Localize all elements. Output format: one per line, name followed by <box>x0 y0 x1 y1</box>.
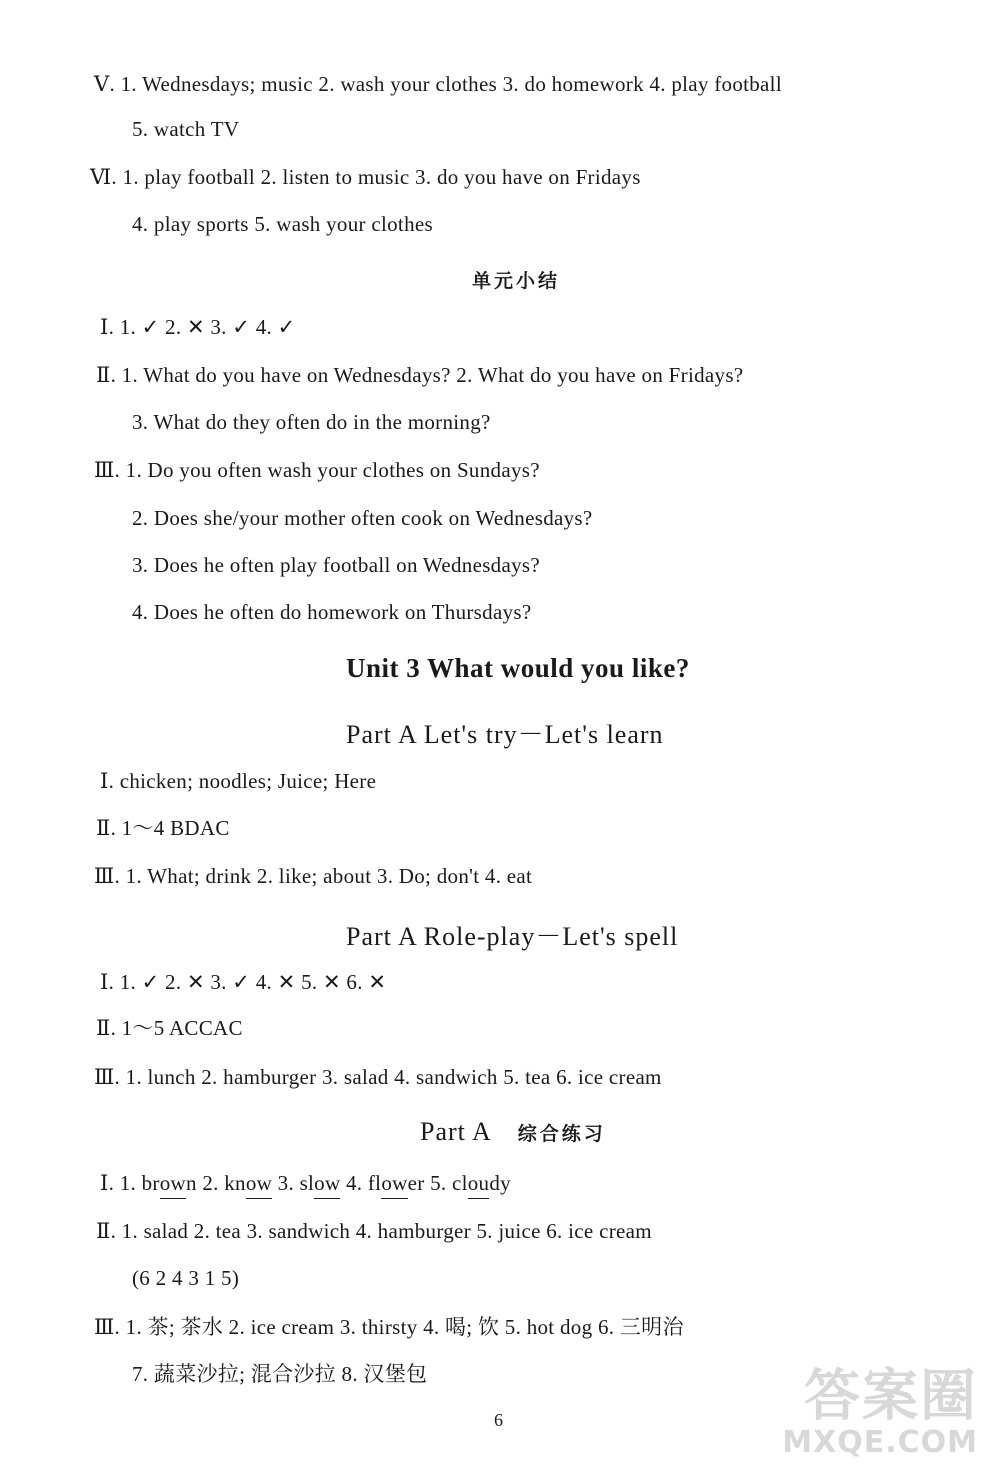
answer-line-v: Ⅴ. 1. Wednesdays; music 2. wash your clothes 3. do homework 4. play football <box>94 72 782 96</box>
part-a-roleplay-spell-heading: Part A Role-play－Let's spell <box>346 922 679 951</box>
summary-iii-line: Ⅲ. 1. Do you often wash your clothes on Sundays? <box>94 458 540 482</box>
practice-iii-cont: 7. 蔬菜沙拉; 混合沙拉 8. 汉堡包 <box>132 1362 428 1386</box>
answer-line-vi-cont: 4. play sports 5. wash your clothes <box>132 212 433 236</box>
practice-cn-label: 综合练习 <box>517 1123 606 1145</box>
roleplay-i: Ⅰ. 1. ✓ 2. ✕ 3. ✓ 4. ✕ 5. ✕ 6. ✕ <box>100 970 387 994</box>
try-learn-iii: Ⅲ. 1. What; drink 2. like; about 3. Do; don't 4. eat <box>94 864 533 888</box>
practice-ii-order: (6 2 4 3 1 5) <box>132 1266 240 1290</box>
part-a-practice-heading <box>420 1117 606 1147</box>
unit3-heading: Unit 3 What would you like? <box>346 653 690 683</box>
underlined-sound: ow <box>246 1171 272 1195</box>
part-a-label: Part A <box>420 1117 491 1146</box>
underlined-sound: ow <box>160 1171 186 1195</box>
page-number: 6 <box>494 1410 503 1430</box>
underlined-sound: ou <box>468 1171 490 1195</box>
roleplay-iii: Ⅲ. 1. lunch 2. hamburger 3. salad 4. sandwich 5. tea 6. ice cream <box>94 1065 662 1089</box>
summary-iii-4: 4. Does he often do homework on Thursdays? <box>132 600 532 624</box>
practice-ii: Ⅱ. 1. salad 2. tea 3. sandwich 4. hamburger 5. juice 6. ice cream <box>96 1219 652 1243</box>
practice-i-phonics: Ⅰ. 1. brow n 2. know 3. slow 4. flow er 5. clou dy <box>100 1173 511 1194</box>
part-a-try-learn-heading: Part A Let's try－Let's learn <box>346 720 664 749</box>
unit-summary-heading: 单元小结 <box>472 270 561 292</box>
try-learn-ii: Ⅱ. 1～4 BDAC <box>96 816 230 840</box>
try-learn-i: Ⅰ. chicken; noodles; Juice; Here <box>100 769 377 793</box>
summary-iii-3: 3. Does he often play football on Wednesdays? <box>132 553 540 577</box>
watermark-en: MXQE.COM <box>782 1425 978 1460</box>
answer-line-vi: Ⅵ. 1. play football 2. listen to music 3. do you have on Fridays <box>90 165 641 189</box>
answer-line-v-cont: 5. watch TV <box>132 117 240 141</box>
roleplay-ii: Ⅱ. 1～5 ACCAC <box>96 1016 243 1040</box>
watermark-cn: 答案圈 <box>804 1364 978 1429</box>
summary-ii-line: Ⅱ. 1. What do you have on Wednesdays? 2. What do you have on Fridays? <box>96 363 744 387</box>
underlined-sound: ow <box>381 1171 407 1195</box>
summary-ii-cont: 3. What do they often do in the morning? <box>132 410 491 434</box>
practice-iii: Ⅲ. 1. 茶; 茶水 2. ice cream 3. thirsty 4. 喝; 饮 5. hot dog 6. 三明治 <box>94 1315 684 1339</box>
summary-i-line: Ⅰ. 1. ✓ 2. ✕ 3. ✓ 4. ✓ <box>100 315 296 339</box>
site-watermark-logo <box>738 1352 988 1462</box>
summary-iii-2: 2. Does she/your mother often cook on Wednesdays? <box>132 506 593 530</box>
underlined-sound: ow <box>314 1171 340 1195</box>
phonics-prefix: Ⅰ. 1. <box>100 1171 142 1195</box>
